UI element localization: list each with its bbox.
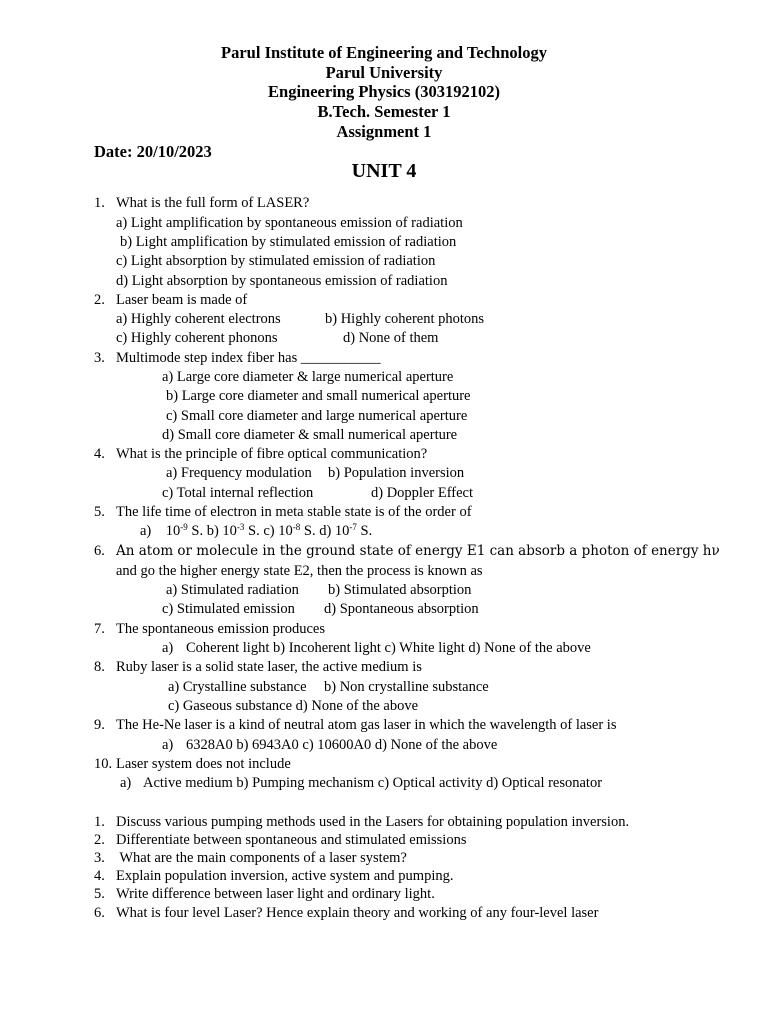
option-a: a) Frequency modulation — [166, 465, 312, 481]
option-b: b) Population inversion — [328, 465, 465, 481]
question-number: 5. — [94, 886, 105, 902]
question-text: Ruby laser is a solid state laser, the active medium is — [116, 659, 422, 675]
question-text-continued: and go the higher energy state E2, then the process is known as — [116, 563, 483, 579]
semester-label: B.Tech. Semester 1 — [317, 102, 451, 121]
option-c: c) Small core diameter and large numerical aperture — [166, 408, 468, 424]
question-text: The He-Ne laser is a kind of neutral atom gas laser in which the wavelength of laser is — [116, 717, 617, 733]
option-value: $10^{-3}$ S. c) — [222, 522, 279, 539]
exponent-options — [140, 522, 372, 541]
question-number: 5. — [94, 504, 105, 520]
option-b: b) Highly coherent photons — [325, 311, 485, 327]
question-number: 2. — [94, 292, 105, 308]
option-prefix: a) — [162, 737, 174, 753]
descriptive-question: Write difference between laser light and ordinary light. — [116, 886, 435, 902]
question-number: 1. — [94, 195, 105, 211]
descriptive-question: Differentiate between spontaneous and stimulated emissions — [116, 832, 467, 848]
question-text: Multimode step index fiber has ___________ — [116, 350, 381, 366]
unit-title: UNIT 4 — [351, 160, 417, 182]
question-text: What is the principle of fibre optical communication? — [116, 446, 428, 462]
option-b: b) Light amplification by stimulated emission of radiation — [120, 234, 457, 250]
question-text: What is the full form of LASER? — [116, 195, 310, 211]
option-d: d) Small core diameter & small numerical aperture — [162, 427, 458, 443]
descriptive-question: Discuss various pumping methods used in the Lasers for obtaining population inversion. — [116, 814, 630, 830]
question-text: The life time of electron in meta stable state is of the order of — [116, 504, 472, 520]
option-a: a) Crystalline substance — [168, 679, 307, 695]
university-name: Parul University — [325, 63, 443, 82]
question-text: An atom or molecule in the ground state of energy E1 can absorb a photon of energy hν — [116, 543, 720, 559]
assignment-date: Date: 20/10/2023 — [94, 142, 212, 161]
option-c: c) Total internal reflection — [162, 485, 314, 501]
question-number: 7. — [94, 621, 105, 637]
question-number: 8. — [94, 659, 105, 675]
option-d: d) Doppler Effect — [371, 485, 473, 501]
option-prefix: a) — [120, 775, 132, 791]
option-a: a) Large core diameter & large numerical aperture — [162, 369, 454, 385]
question-number: 6. — [94, 543, 105, 559]
option-b: b) Stimulated absorption — [328, 582, 472, 598]
option-c: c) Gaseous substance d) None of the above — [168, 698, 419, 714]
option-d: d) None of them — [343, 330, 439, 346]
option-c: c) Light absorption by stimulated emission of radiation — [116, 253, 436, 269]
option-prefix: a) — [162, 640, 174, 656]
option-prefix: a) — [140, 523, 152, 539]
question-text: Laser system does not include — [116, 756, 291, 772]
option-b: b) Large core diameter and small numerical aperture — [166, 388, 471, 404]
question-number: 10. — [94, 756, 113, 772]
question-number: 4. — [94, 868, 105, 884]
question-text: The spontaneous emission produces — [116, 621, 326, 637]
question-number: 2. — [94, 832, 105, 848]
question-number: 3. — [94, 350, 105, 366]
question-text: Laser beam is made of — [116, 292, 248, 308]
institute-name: Parul Institute of Engineering and Technology — [221, 43, 547, 62]
option-c: c) Highly coherent phonons — [116, 330, 278, 346]
option-a: a) Stimulated radiation — [166, 582, 299, 598]
option-b: b) Non crystalline substance — [324, 679, 489, 695]
option-line: Coherent light b) Incoherent light c) White light d) None of the above — [186, 640, 591, 656]
option-value: $10^{-7}$ S. — [334, 522, 373, 539]
option-d: d) Light absorption by spontaneous emission of radiation — [116, 273, 448, 289]
question-number: 4. — [94, 446, 105, 462]
descriptive-question: What is four level Laser? Hence explain theory and working of any four-level laser — [116, 905, 599, 921]
option-d: d) Spontaneous absorption — [324, 601, 479, 617]
assignment-title: Assignment 1 — [336, 122, 432, 141]
option-a: a) Highly coherent electrons — [116, 311, 281, 327]
option-line: 6328A0 b) 6943A0 c) 10600A0 d) None of the above — [186, 737, 498, 753]
course-name: Engineering Physics (303192102) — [268, 82, 500, 101]
question-number: 6. — [94, 905, 105, 921]
option-c: c) Stimulated emission — [162, 601, 295, 617]
option-value: $10^{-9}$ S. b) — [165, 522, 223, 539]
question-number: 3. — [94, 850, 105, 866]
descriptive-question: Explain population inversion, active system and pumping. — [116, 868, 454, 884]
option-value: $10^{-8}$ S. d) — [278, 522, 335, 539]
option-a: a) Light amplification by spontaneous emission of radiation — [116, 215, 463, 231]
question-number: 9. — [94, 717, 105, 733]
option-line: Active medium b) Pumping mechanism c) Optical activity d) Optical resonator — [143, 775, 603, 791]
descriptive-question: What are the main components of a laser system? — [116, 850, 407, 866]
question-number: 1. — [94, 814, 105, 830]
